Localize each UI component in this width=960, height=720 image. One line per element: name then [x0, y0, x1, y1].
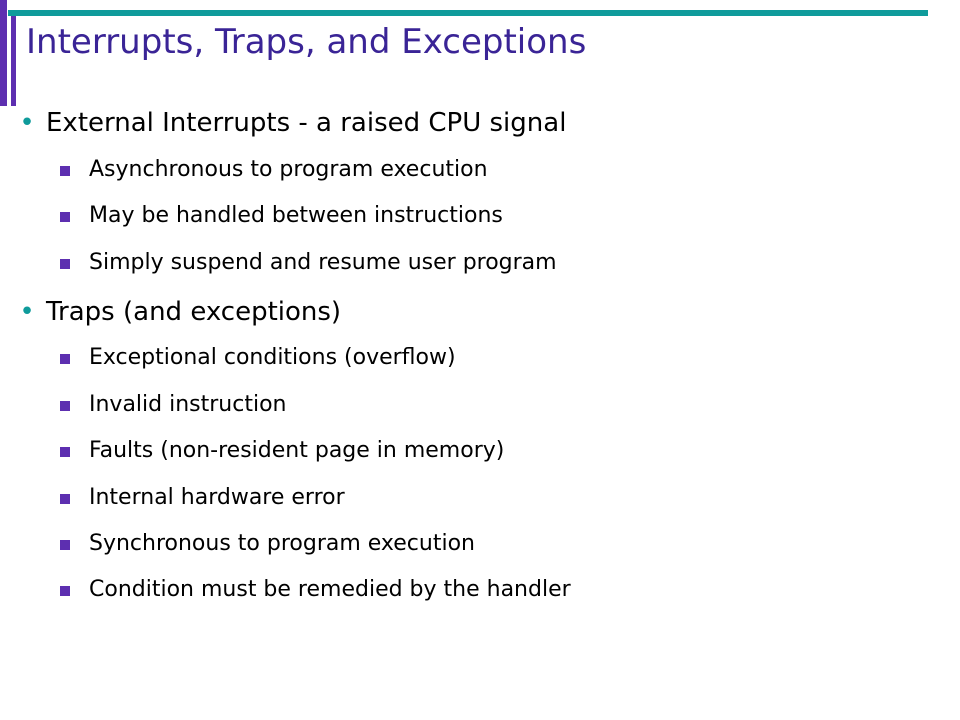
- section-heading-text: External Interrupts - a raised CPU signal: [46, 108, 567, 138]
- left-accent-bar-outer: [0, 0, 7, 106]
- bullet-point-text: Internal hardware error: [89, 485, 345, 510]
- section-heading-text: Traps (and exceptions): [46, 297, 342, 327]
- slide-title: Interrupts, Traps, and Exceptions: [26, 22, 587, 62]
- square-bullet-icon: [60, 212, 70, 222]
- round-bullet-icon: •: [19, 108, 35, 138]
- bullet-point-text: Faults (non-resident page in memory): [89, 438, 505, 463]
- bullet-point-text: May be handled between instructions: [89, 203, 503, 228]
- square-bullet-icon: [60, 494, 70, 504]
- bullet-point-text: Exceptional conditions (overflow): [89, 345, 456, 370]
- square-bullet-icon: [60, 259, 70, 269]
- square-bullet-icon: [60, 447, 70, 457]
- square-bullet-icon: [60, 354, 70, 364]
- square-bullet-icon: [60, 401, 70, 411]
- square-bullet-icon: [60, 166, 70, 176]
- round-bullet-icon: •: [19, 297, 35, 327]
- top-accent-rule: [8, 10, 928, 16]
- square-bullet-icon: [60, 540, 70, 550]
- bullet-point-text: Asynchronous to program execution: [89, 157, 488, 182]
- bullet-point-text: Simply suspend and resume user program: [89, 250, 557, 275]
- bullet-point-text: Condition must be remedied by the handler: [89, 577, 571, 602]
- square-bullet-icon: [60, 586, 70, 596]
- bullet-point-text: Synchronous to program execution: [89, 531, 475, 556]
- left-accent-bar-inner: [11, 14, 16, 106]
- bullet-point-text: Invalid instruction: [89, 392, 287, 417]
